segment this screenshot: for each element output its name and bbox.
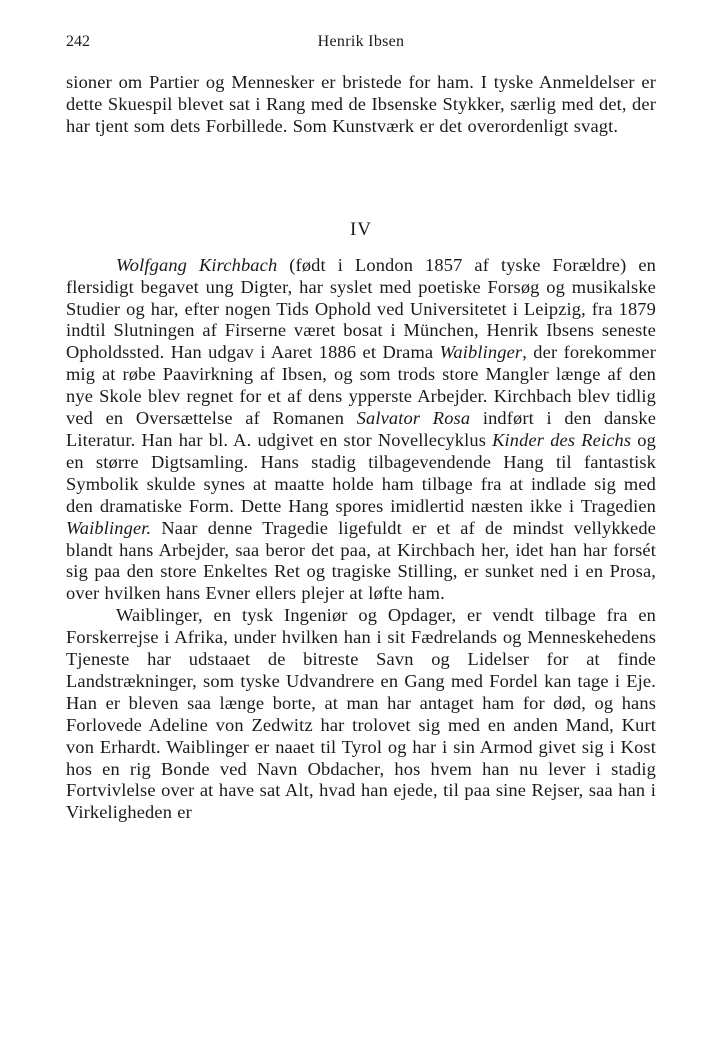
page-number: 242 [66, 33, 90, 50]
section-heading: IV [349, 218, 373, 240]
work-title: Waiblinger [439, 342, 523, 363]
work-title: Waiblinger. [66, 517, 152, 538]
text-run: , der forekommer mig at røbe Paavirkning af Ibsen, og som trods store Mangler længe af den nye Skole blev regnet for et af dens ypperste Arbejder. Kirchbach blev tidlig ved en Oversættelse af Romanen [66, 342, 656, 429]
author-name: Wolfgang Kirchbach [116, 254, 278, 275]
work-title: Salvator Rosa [356, 408, 471, 429]
book-page [66, 33, 656, 824]
paragraph-waiblinger: Waiblinger, en tysk Ingeniør og Opdager, er vendt tilbage fra en Forskerrejse i Afrika, under hvilken han i sit Fædrelands og Menneskehedens Tjeneste har udstaaet de bitreste Savn og Lidelser for at finde Landstrækninger, som tyske Udvandrere en Gang med Fordel kan tage i Eje. Han er bleven saa længe borte, at man har antaget ham for død, og hans Forlovede Adeline von Zedwitz har trolovet sig med en anden Mand, Kurt von Erhardt. Waiblinger er naaet til Tyrol og har i sin Armod givet sig i Kost hos en rig Bonde ved Navn Obdacher, hos hvem han nu lever i stadig Fortvivlelse over at have sat Alt, hvad han ejede, til paa sine Rejser, saa han i Virkeligheden er [66, 605, 656, 823]
paragraph-kirchbach [66, 255, 656, 606]
work-title: Kinder des Reichs [492, 429, 632, 450]
text-run: indført i den danske Literatur. Han har bl. A. udgivet en stor Novellecyklus [66, 408, 657, 450]
page-header [66, 33, 656, 55]
paragraph-continuation: sioner om Partier og Mennesker er bristede for ham. I tyske Anmeldelser er dette Skuespil blevet sat i Rang med de Ibsenske Stykker, særlig med det, der har tjent som dets Forbillede. Som Kunstværk er det overordenligt svagt. [66, 72, 656, 136]
text-run: og en større Digtsamling. Hans stadig tilbagevendende Hang til fantastisk Symbolik skulde synes at maatte holde ham tilbage fra at indlade sig med den dramatiske Form. Dette Hang spores imidlertid næsten ikke i Tragedien [66, 429, 656, 516]
text-run: Naar denne Tragedie ligefuldt er et af de mindst vellykkede blandt hans Arbejder, saa beror det paa, at Kirchbach her, idet han har forsét sig paa den store Enkeltes Ret og tragiske Stilling, er sunket ned i en Prosa, over hvilken hans Evner ellers plejer at løfte ham. [66, 517, 656, 604]
text-run: (født i London 1857 af tyske Forældre) en flersidigt begavet ung Digter, har syslet med poetiske Forsøg og musikalske Studier og har, efter nogen Tids Ophold ved Universitetet i Leipzig, fra 1879 indtil Slutningen af Firserne været bosat i München, Henrik Ibsens seneste Opholdssted. Han udgav i Aaret 1886 et Drama [66, 254, 656, 363]
running-head: Henrik Ibsen [317, 33, 405, 50]
